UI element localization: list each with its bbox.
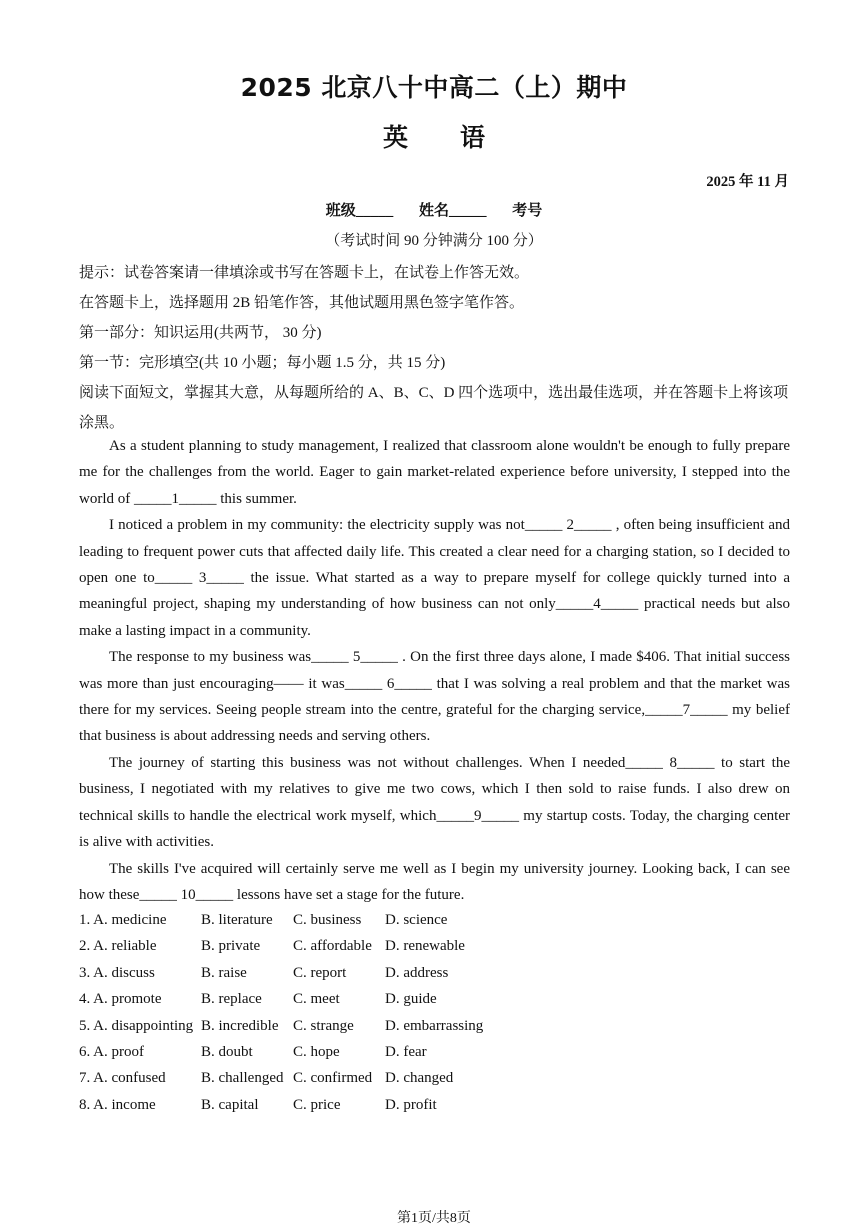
instructions (79, 258, 791, 438)
passage-paragraph: As a student planning to study management, I realized that classroom alone wouldn't be enough to fully prepare me for the challenges from the world. Eager to gain market-related experience before university, I stepped into the world of _____1_____ this summer. (79, 438, 790, 507)
option-d: D. science (385, 912, 448, 928)
instruction-line: 提示：试卷答案请一律填涂或书写在答题卡上，在试卷上作答无效。 (79, 265, 530, 281)
section-heading: 第一部分：知识运用(共两节， 30 分) (79, 325, 322, 341)
option-c: C. affordable (293, 938, 372, 955)
passage-paragraph: The response to my business was_____ 5_____ . On the first three days alone, I made $406. That initial success was more than just encouraging—— it was_____ 6_____ that I was solving a real problem and that the market was there for my services. Seeing people stream into the centre, grateful for the charging service,_____7_____ my belief that business is about addressing needs and serving others. (79, 649, 790, 745)
subject-title: 英语 (382, 123, 537, 152)
option-row (79, 986, 790, 1012)
exam-title: 2025 北京八十中高二（上）期中 (240, 73, 628, 102)
option-b: B. incredible (201, 1017, 279, 1034)
cloze-passage (79, 433, 790, 908)
option-a: 8. A. income (79, 1096, 156, 1113)
passage-paragraph: The skills I've acquired will certainly serve me well as I begin my university journey. Looking back, I can see how these_____ 10_____ lessons have set a stage for the future. (79, 860, 790, 903)
option-c: C. strange (293, 1017, 354, 1034)
option-row (79, 1039, 790, 1065)
student-info-fields (0, 199, 868, 220)
option-a: 5. A. disappointing (79, 1017, 194, 1034)
option-d: D. embarrassing (385, 1017, 484, 1034)
passage-paragraph: The journey of starting this business was not without challenges. When I needed_____ 8_____ to start the business, I negotiated with my relatives to give me two cows, which I then sold to raise funds. I also drew on technical skills to handle the electrical work myself, which_____9_____ my startup costs. Today, the charging center is alive with activities. (79, 754, 790, 851)
option-row (79, 960, 790, 986)
option-a: 7. A. confused (79, 1070, 166, 1087)
option-b: B. capital (201, 1096, 259, 1113)
option-b: B. replace (201, 991, 262, 1008)
option-a: 2. A. reliable (79, 938, 157, 955)
option-a: 6. A. proof (79, 1043, 144, 1060)
option-d: D. guide (385, 991, 437, 1008)
option-b: B. doubt (201, 1043, 253, 1060)
option-b: B. challenged (201, 1070, 284, 1087)
option-row (79, 1013, 790, 1039)
exam-number-field: 考号 (512, 203, 543, 219)
option-d: D. renewable (385, 938, 465, 955)
option-c: C. price (293, 1096, 341, 1113)
option-d: D. profit (385, 1096, 437, 1113)
option-row (79, 933, 790, 959)
option-d: D. changed (385, 1070, 454, 1087)
option-b: B. raise (201, 964, 247, 981)
reading-instruction: 阅读下面短文，掌握其大意，从每题所给的 A、B、C、D 四个选项中，选出最佳选项，并在答题卡上将该项涂黑。 (79, 385, 789, 431)
exam-date: 2025 年 11 月 (706, 174, 789, 190)
answer-options (79, 907, 790, 1118)
option-c: C. hope (293, 1043, 340, 1060)
exam-duration: （考试时间 90 分钟满分 100 分） (325, 233, 543, 249)
option-d: D. address (385, 964, 449, 981)
passage-paragraph: I noticed a problem in my community: the electricity supply was not_____ 2_____ , often being insufficient and leading to frequent power cuts that affected daily life. This created a clear need for a charging station, so I decided to open one to_____ 3_____ the issue. What started as a way to prepare myself for college quickly turned into a meaningful project, shaping my understanding of how business can not only_____4_____ practical needs but also make a lasting impact in a community. (79, 517, 790, 639)
option-d: D. fear (385, 1043, 427, 1060)
option-a: 4. A. promote (79, 991, 162, 1008)
option-row (79, 1092, 790, 1118)
option-row (79, 1065, 790, 1091)
option-c: C. meet (293, 991, 340, 1008)
option-b: B. literature (201, 912, 273, 928)
option-c: C. report (293, 964, 347, 981)
instruction-line: 在答题卡上，选择题用 2B 铅笔作答，其他试题用黑色签字笔作答。 (79, 295, 525, 311)
option-b: B. private (201, 938, 261, 955)
option-a: 3. A. discuss (79, 964, 155, 981)
subsection-heading: 第一节：完形填空(共 10 小题；每小题 1.5 分，共 15 分) (79, 355, 446, 371)
option-a: 1. A. medicine (79, 912, 167, 928)
option-c: C. confirmed (293, 1070, 373, 1087)
class-field: 班级_____ (325, 203, 394, 219)
option-row (79, 907, 790, 933)
name-field: 姓名_____ (418, 203, 487, 219)
page-footer: 第1页/共8页 (397, 1211, 471, 1226)
option-c: C. business (293, 912, 362, 928)
